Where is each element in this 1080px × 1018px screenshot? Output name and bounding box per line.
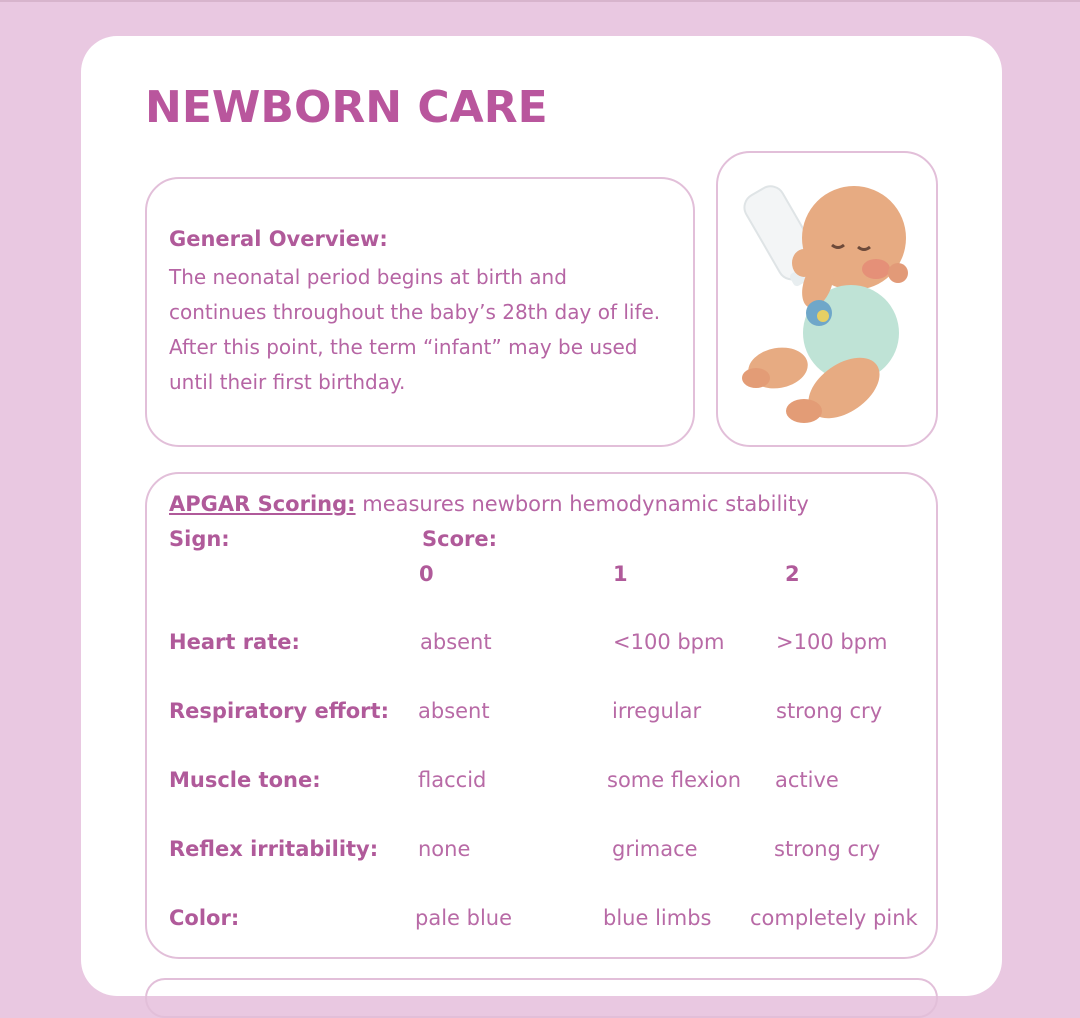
table-cell: strong cry <box>774 837 881 861</box>
table-cell: grimace <box>612 837 698 861</box>
score-column-2: 2 <box>785 562 800 586</box>
apgar-title: APGAR Scoring: <box>169 492 356 516</box>
score-column-1: 1 <box>613 562 628 586</box>
table-cell: active <box>775 768 839 792</box>
top-divider <box>0 0 1080 2</box>
table-cell: some flexion <box>607 768 742 792</box>
next-section-box <box>145 978 938 1018</box>
score-column-0: 0 <box>419 562 434 586</box>
table-cell: <100 bpm <box>613 630 725 654</box>
table-cell: absent <box>418 699 490 723</box>
table-cell: strong cry <box>776 699 883 723</box>
table-cell: none <box>418 837 471 861</box>
table-cell: flaccid <box>418 768 487 792</box>
row-sign-color: Color: <box>169 906 240 930</box>
apgar-description: measures newborn hemodynamic stability <box>355 492 809 516</box>
row-sign-muscle-tone: Muscle tone: <box>169 768 321 792</box>
table-cell: absent <box>420 630 492 654</box>
overview-text: The neonatal period begins at birth and continues throughout the baby’s 28th day of life. After this point, the term “infant” may be used until their first birthday. <box>169 265 661 394</box>
score-header: Score: <box>422 527 497 551</box>
apgar-box <box>145 472 938 959</box>
sign-header: Sign: <box>169 527 230 551</box>
table-cell: blue limbs <box>603 906 712 930</box>
table-cell: >100 bpm <box>776 630 888 654</box>
overview-heading: General Overview: <box>169 227 388 251</box>
apgar-heading <box>169 492 809 516</box>
row-sign-heart-rate: Heart rate: <box>169 630 300 654</box>
row-sign-reflex-irritability: Reflex irritability: <box>169 837 379 861</box>
illustration-box <box>716 151 938 447</box>
table-cell: irregular <box>612 699 702 723</box>
page-title: NEWBORN CARE <box>145 82 548 133</box>
baby-with-bottle-icon <box>726 163 926 433</box>
table-cell: pale blue <box>415 906 513 930</box>
overview-box <box>145 177 695 447</box>
content-card <box>81 36 1002 996</box>
row-sign-respiratory-effort: Respiratory effort: <box>169 699 389 723</box>
table-cell: completely pink <box>750 906 918 930</box>
